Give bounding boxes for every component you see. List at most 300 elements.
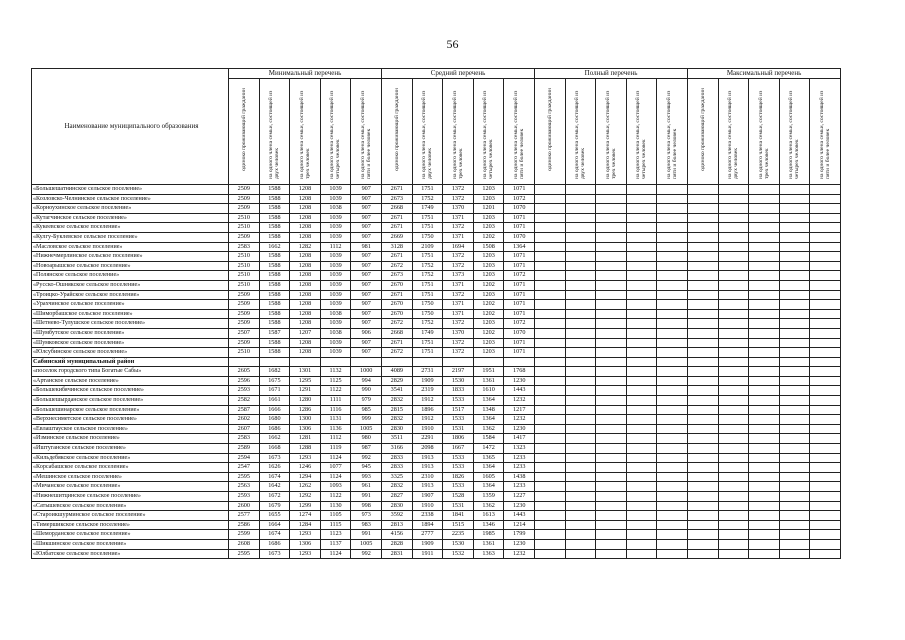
table-cell: 1039 <box>320 338 351 348</box>
table-cell <box>718 444 749 454</box>
table-cell: 992 <box>351 549 382 559</box>
municipality-name: «Изминское сельское поселение» <box>32 434 229 444</box>
table-cell <box>596 204 627 214</box>
table-cell <box>779 242 810 252</box>
table-row <box>32 463 841 473</box>
table-cell: 1115 <box>320 520 351 530</box>
table-cell <box>565 280 596 290</box>
table-cell: 1667 <box>443 444 474 454</box>
table-cell <box>626 242 657 252</box>
table-cell <box>688 405 719 415</box>
table-cell: 1671 <box>259 386 290 396</box>
table-cell <box>596 405 627 415</box>
table-cell <box>810 252 841 262</box>
table-cell: 907 <box>351 271 382 281</box>
table-cell: 2547 <box>229 463 260 473</box>
table-cell <box>535 549 566 559</box>
table-cell: 1909 <box>412 539 443 549</box>
table-cell <box>688 280 719 290</box>
table-cell <box>565 204 596 214</box>
table-row <box>32 338 841 348</box>
table-row <box>32 213 841 223</box>
table-cell <box>535 213 566 223</box>
table-cell: 1588 <box>259 261 290 271</box>
table-cell: 2510 <box>229 348 260 358</box>
table-cell <box>657 434 688 444</box>
table-cell <box>749 492 780 502</box>
subcolumn-header <box>535 79 566 185</box>
table-cell <box>596 386 627 396</box>
table-cell: 1039 <box>320 194 351 204</box>
table-cell <box>443 357 474 367</box>
table-cell <box>657 328 688 338</box>
table-cell <box>626 396 657 406</box>
table-cell <box>535 472 566 482</box>
table-cell: 1588 <box>259 204 290 214</box>
table-cell <box>565 357 596 367</box>
table-cell: 981 <box>351 242 382 252</box>
table-cell: 1443 <box>504 386 535 396</box>
table-cell: 1077 <box>320 463 351 473</box>
subcolumn-header-label: на одного члена семьи, состоящей из пяти и более человек <box>513 90 526 179</box>
table-cell <box>810 367 841 377</box>
table-cell: 1295 <box>290 376 321 386</box>
table-cell: 1806 <box>443 434 474 444</box>
table-cell: 1294 <box>290 472 321 482</box>
table-cell: 2600 <box>229 501 260 511</box>
table-cell: 1208 <box>290 204 321 214</box>
table-cell <box>688 185 719 195</box>
table-cell: 1364 <box>473 396 504 406</box>
table-cell <box>565 338 596 348</box>
table-cell: 1282 <box>290 242 321 252</box>
table-cell <box>718 204 749 214</box>
table-cell <box>596 232 627 242</box>
table-cell <box>749 319 780 329</box>
table-cell: 1208 <box>290 261 321 271</box>
table-cell: 1208 <box>290 319 321 329</box>
table-cell <box>596 271 627 281</box>
group-header-maximum: Максимальный перечень <box>688 69 841 79</box>
table-cell: 1531 <box>443 501 474 511</box>
table-cell <box>596 482 627 492</box>
table-cell: 1372 <box>443 290 474 300</box>
table-cell: 2831 <box>382 549 413 559</box>
subcolumn-header <box>749 79 780 185</box>
table-cell <box>565 396 596 406</box>
table-cell <box>718 492 749 502</box>
table-cell: 1202 <box>473 280 504 290</box>
table-cell <box>779 396 810 406</box>
table-cell <box>565 300 596 310</box>
table-cell <box>688 482 719 492</box>
table-cell: 1371 <box>443 300 474 310</box>
table-cell <box>688 300 719 310</box>
table-cell <box>596 348 627 358</box>
table-cell <box>535 405 566 415</box>
table-cell: 1588 <box>259 213 290 223</box>
table-cell <box>688 492 719 502</box>
table-cell: 1208 <box>290 338 321 348</box>
table-cell: 2291 <box>412 434 443 444</box>
table-cell: 1202 <box>473 300 504 310</box>
table-cell: 1749 <box>412 328 443 338</box>
table-cell <box>535 453 566 463</box>
table-cell <box>779 185 810 195</box>
table-cell <box>351 357 382 367</box>
table-cell <box>810 415 841 425</box>
table-cell <box>657 319 688 329</box>
group-header-minimal: Минимальный перечень <box>229 69 382 79</box>
municipality-name: «Шетнево-Тулушское сельское поселение» <box>32 319 229 329</box>
table-cell: 1227 <box>504 492 535 502</box>
table-cell: 1039 <box>320 223 351 233</box>
table-row <box>32 539 841 549</box>
table-cell: 1232 <box>504 549 535 559</box>
table-cell: 1230 <box>504 539 535 549</box>
table-cell <box>626 530 657 540</box>
table-cell <box>565 367 596 377</box>
table-cell: 1751 <box>412 290 443 300</box>
table-cell: 907 <box>351 309 382 319</box>
table-row <box>32 300 841 310</box>
table-cell <box>749 549 780 559</box>
table-cell <box>718 290 749 300</box>
municipality-name: «Юлсубинское сельское поселение» <box>32 348 229 358</box>
table-cell <box>688 252 719 262</box>
table-cell: 1203 <box>473 338 504 348</box>
table-cell: 1288 <box>290 444 321 454</box>
table-cell <box>626 319 657 329</box>
table-cell: 1588 <box>259 280 290 290</box>
table-cell: 2673 <box>382 194 413 204</box>
table-cell <box>779 348 810 358</box>
table-cell: 2509 <box>229 194 260 204</box>
table-cell <box>657 482 688 492</box>
subsistence-table <box>31 68 841 559</box>
table-cell <box>779 424 810 434</box>
table-cell <box>810 309 841 319</box>
municipality-name: «Большешатнинское сельское поселение» <box>32 185 229 195</box>
table-cell: 1673 <box>259 549 290 559</box>
table-cell: 1070 <box>504 204 535 214</box>
table-cell: 2109 <box>412 242 443 252</box>
table-cell <box>565 232 596 242</box>
table-cell: 1533 <box>443 482 474 492</box>
table-cell <box>749 348 780 358</box>
table-cell: 1751 <box>412 213 443 223</box>
subcolumn-header <box>688 79 719 185</box>
table-cell: 1208 <box>290 300 321 310</box>
table-cell <box>596 463 627 473</box>
table-cell: 1039 <box>320 213 351 223</box>
table-cell: 1207 <box>290 328 321 338</box>
table-cell <box>565 463 596 473</box>
table-cell <box>688 357 719 367</box>
table-cell: 2510 <box>229 261 260 271</box>
subcolumn-header <box>779 79 810 185</box>
table-cell <box>657 376 688 386</box>
municipality-name: «Нижнешитцинское сельское поселение» <box>32 492 229 502</box>
table-cell <box>688 290 719 300</box>
municipality-name: «Евлаштауское сельское поселение» <box>32 424 229 434</box>
table-cell: 1137 <box>320 539 351 549</box>
table-cell <box>596 492 627 502</box>
table-cell: 1005 <box>351 424 382 434</box>
table-row <box>32 434 841 444</box>
table-cell: 1672 <box>259 492 290 502</box>
table-cell <box>596 280 627 290</box>
table-row <box>32 501 841 511</box>
table-cell <box>810 261 841 271</box>
subcolumn-header-label: одиноко проживающий гражданин <box>240 87 247 171</box>
table-cell <box>688 319 719 329</box>
table-cell <box>259 357 290 367</box>
table-cell <box>779 338 810 348</box>
table-cell <box>565 194 596 204</box>
table-cell: 2599 <box>229 530 260 540</box>
table-cell: 1655 <box>259 511 290 521</box>
table-cell: 1071 <box>504 280 535 290</box>
table-cell <box>657 185 688 195</box>
table-cell: 1208 <box>290 290 321 300</box>
table-cell: 1230 <box>504 424 535 434</box>
table-cell <box>657 520 688 530</box>
table-cell <box>535 319 566 329</box>
table-cell: 1364 <box>473 463 504 473</box>
table-cell <box>535 309 566 319</box>
municipality-name: «Тимершикское сельское поселение» <box>32 520 229 530</box>
table-cell <box>596 223 627 233</box>
table-cell: 2671 <box>382 338 413 348</box>
table-row <box>32 405 841 415</box>
table-cell <box>749 204 780 214</box>
table-cell: 1071 <box>504 252 535 262</box>
table-cell: 1262 <box>290 482 321 492</box>
table-cell: 1130 <box>320 501 351 511</box>
table-cell <box>535 271 566 281</box>
table-cell: 3592 <box>382 511 413 521</box>
table-cell <box>565 415 596 425</box>
table-cell <box>596 511 627 521</box>
table-row <box>32 492 841 502</box>
table-cell: 2833 <box>382 463 413 473</box>
table-row <box>32 328 841 338</box>
table-cell: 1217 <box>504 405 535 415</box>
subcolumn-header <box>443 79 474 185</box>
table-cell <box>535 204 566 214</box>
table-row <box>32 271 841 281</box>
subcolumn-header <box>259 79 290 185</box>
table-cell <box>596 338 627 348</box>
table-cell: 2672 <box>382 348 413 358</box>
table-cell: 2731 <box>412 367 443 377</box>
table-cell: 1533 <box>443 463 474 473</box>
subcolumn-header-label: на одного члена семьи, состоящей из трех человек <box>298 90 311 179</box>
table-cell: 1348 <box>473 405 504 415</box>
table-cell: 2671 <box>382 290 413 300</box>
table-cell <box>779 261 810 271</box>
municipality-name: «Большешырданское сельское поселение» <box>32 396 229 406</box>
table-cell: 1293 <box>290 530 321 540</box>
table-cell: 907 <box>351 319 382 329</box>
table-cell: 2668 <box>382 204 413 214</box>
table-row <box>32 511 841 521</box>
table-cell: 1364 <box>473 482 504 492</box>
table-cell: 1664 <box>259 520 290 530</box>
table-cell <box>657 348 688 358</box>
table-cell: 1752 <box>412 319 443 329</box>
table-cell: 1752 <box>412 271 443 281</box>
table-cell: 1894 <box>412 520 443 530</box>
table-cell <box>810 290 841 300</box>
table-cell <box>626 424 657 434</box>
table-cell <box>749 482 780 492</box>
table-cell: 1208 <box>290 213 321 223</box>
table-cell <box>657 194 688 204</box>
table-cell: 991 <box>351 492 382 502</box>
table-cell: 2670 <box>382 300 413 310</box>
table-cell <box>810 539 841 549</box>
table-row <box>32 261 841 271</box>
table-cell <box>657 271 688 281</box>
table-cell: 1642 <box>259 482 290 492</box>
table-cell <box>596 213 627 223</box>
table-cell <box>626 300 657 310</box>
table-cell <box>810 405 841 415</box>
table-cell <box>535 357 566 367</box>
table-cell: 1362 <box>473 501 504 511</box>
table-cell <box>718 223 749 233</box>
table-cell <box>810 338 841 348</box>
table-cell: 1673 <box>259 453 290 463</box>
table-cell: 994 <box>351 376 382 386</box>
table-cell: 1588 <box>259 252 290 262</box>
subcolumn-header-label: на одного члена семьи, состоящей из пяти и более человек <box>819 90 832 179</box>
table-cell: 1124 <box>320 549 351 559</box>
table-cell: 1370 <box>443 204 474 214</box>
subcolumn-header <box>320 79 351 185</box>
table-cell: 2509 <box>229 338 260 348</box>
table-cell: 1588 <box>259 232 290 242</box>
table-cell <box>565 444 596 454</box>
table-cell: 1373 <box>443 271 474 281</box>
table-cell <box>718 520 749 530</box>
table-cell <box>657 492 688 502</box>
subcolumn-header <box>382 79 413 185</box>
subcolumn-header-label: на одного члена семьи, состоящей из трех человек <box>757 90 771 179</box>
table-cell <box>779 204 810 214</box>
table-cell: 2608 <box>229 539 260 549</box>
table-cell <box>565 386 596 396</box>
table-cell <box>718 252 749 262</box>
table-cell <box>657 530 688 540</box>
table-cell <box>810 501 841 511</box>
table-cell: 1605 <box>473 472 504 482</box>
table-cell <box>810 520 841 530</box>
table-cell <box>810 530 841 540</box>
table-cell <box>779 453 810 463</box>
table-cell: 1686 <box>259 424 290 434</box>
table-cell: 1230 <box>504 376 535 386</box>
table-cell: 1039 <box>320 185 351 195</box>
table-cell: 1372 <box>443 348 474 358</box>
table-cell <box>779 482 810 492</box>
table-cell: 1372 <box>443 223 474 233</box>
table-cell: 1233 <box>504 463 535 473</box>
subcolumn-header <box>290 79 321 185</box>
table-cell <box>810 319 841 329</box>
table-cell: 1284 <box>290 520 321 530</box>
table-cell: 1363 <box>473 549 504 559</box>
municipality-name: «Шумковское сельское поселение» <box>32 338 229 348</box>
table-cell <box>565 549 596 559</box>
table-cell: 1286 <box>290 405 321 415</box>
table-cell <box>535 280 566 290</box>
table-cell: 1359 <box>473 492 504 502</box>
table-cell: 1662 <box>259 434 290 444</box>
table-cell: 945 <box>351 463 382 473</box>
table-cell: 1293 <box>290 453 321 463</box>
table-cell: 1588 <box>259 348 290 358</box>
table-cell <box>688 520 719 530</box>
table-cell <box>810 204 841 214</box>
table-cell <box>596 434 627 444</box>
table-cell <box>596 424 627 434</box>
table-cell <box>596 328 627 338</box>
table-cell: 2672 <box>382 319 413 329</box>
table-cell <box>535 396 566 406</box>
table-cell: 1626 <box>259 463 290 473</box>
table-cell <box>535 492 566 502</box>
table-cell <box>779 539 810 549</box>
table-cell <box>626 204 657 214</box>
page-number: 56 <box>446 37 459 51</box>
table-cell <box>320 357 351 367</box>
table-row <box>32 482 841 492</box>
table-cell: 2098 <box>412 444 443 454</box>
section-title: Сабинский муниципальный район <box>32 357 229 367</box>
table-cell: 2602 <box>229 415 260 425</box>
table-cell: 2671 <box>382 252 413 262</box>
table-cell <box>626 280 657 290</box>
table-cell <box>779 434 810 444</box>
table-cell <box>688 549 719 559</box>
table-cell: 3128 <box>382 242 413 252</box>
table-cell: 907 <box>351 185 382 195</box>
table-cell: 1896 <box>412 405 443 415</box>
table-cell <box>626 261 657 271</box>
table-cell: 1105 <box>320 511 351 521</box>
municipality-name: «Русско-Ошнякское сельское поселение» <box>32 280 229 290</box>
table-cell: 1768 <box>504 367 535 377</box>
table-cell <box>779 300 810 310</box>
table-cell: 2509 <box>229 309 260 319</box>
table-cell: 1528 <box>443 492 474 502</box>
table-cell <box>810 300 841 310</box>
table-cell: 1675 <box>259 376 290 386</box>
table-cell: 2605 <box>229 367 260 377</box>
table-cell: 1208 <box>290 185 321 195</box>
table-cell <box>718 530 749 540</box>
table-cell: 1371 <box>443 309 474 319</box>
municipality-name: «Кильдебякское сельское поселение» <box>32 453 229 463</box>
table-cell: 1751 <box>412 185 443 195</box>
table-cell <box>779 290 810 300</box>
table-cell: 2668 <box>382 328 413 338</box>
table-cell <box>688 501 719 511</box>
table-cell: 1588 <box>259 290 290 300</box>
